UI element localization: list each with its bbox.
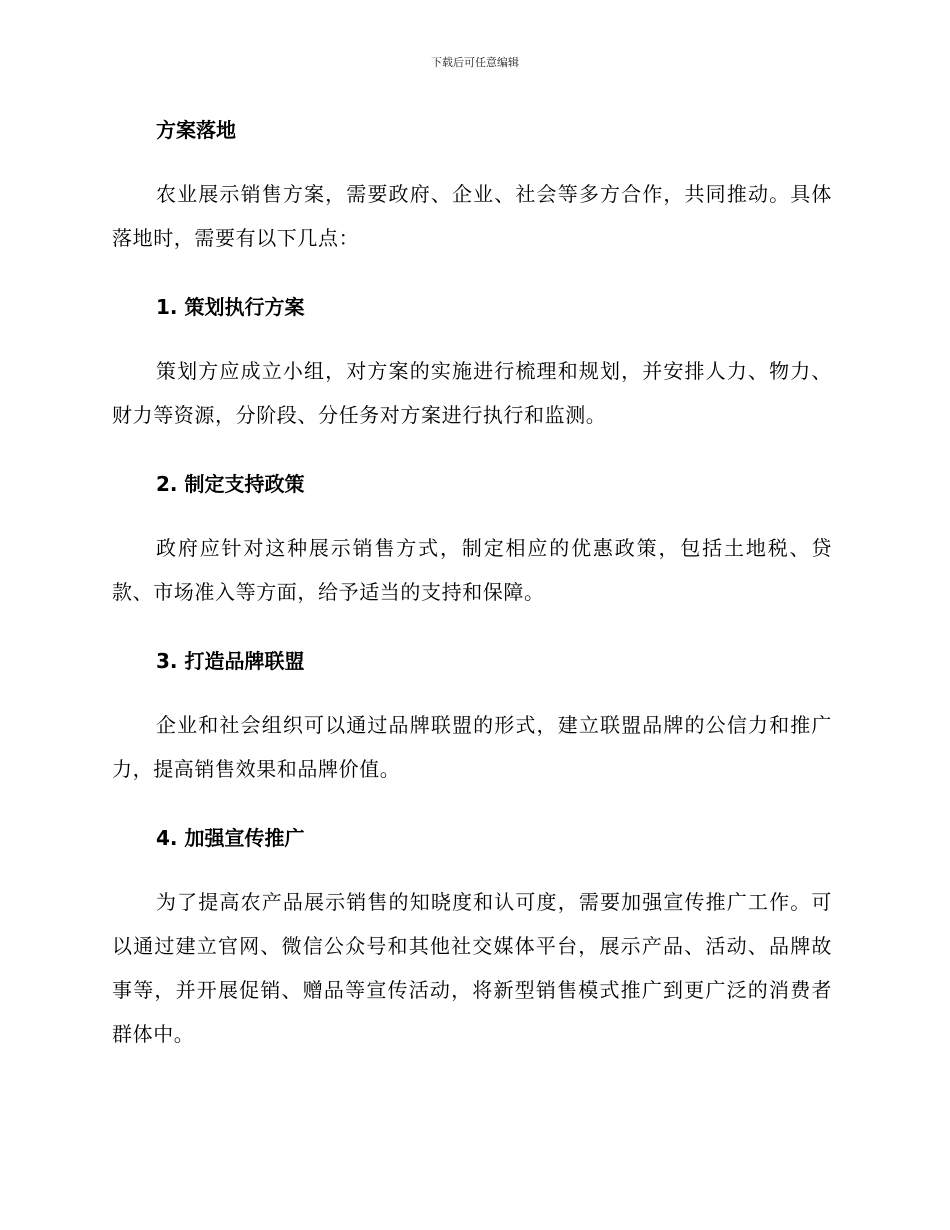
intro-paragraph: 农业展示销售方案，需要政府、企业、社会等多方合作，共同推动。具体落地时，需要有以下几点： xyxy=(112,182,832,250)
section-heading-4: 4. 加强宣传推广 xyxy=(156,826,305,850)
section-body-3: 企业和社会组织可以通过品牌联盟的形式，建立联盟品牌的公信力和推广力，提高销售效果和品牌价值。 xyxy=(112,713,832,781)
section-heading-3: 3. 打造品牌联盟 xyxy=(156,649,305,673)
section-heading-2: 2. 制定支持政策 xyxy=(156,472,305,496)
section-body-4: 为了提高农产品展示销售的知晓度和认可度，需要加强宣传推广工作。可以通过建立官网、微信公众号和其他社交媒体平台，展示产品、活动、品牌故事等，并开展促销、赠品等宣传活动，将新型销售模式推广到更广泛的消费者群体中。 xyxy=(112,890,832,1046)
section-title: 方案落地 xyxy=(156,118,236,142)
section-heading-1: 1. 策划执行方案 xyxy=(156,295,305,319)
section-body-1: 策划方应成立小组，对方案的实施进行梳理和规划，并安排人力、物力、财力等资源，分阶段、分任务对方案进行执行和监测。 xyxy=(112,359,832,427)
page-header: 下载后可任意编辑 xyxy=(431,56,519,69)
section-body-2: 政府应针对这种展示销售方式，制定相应的优惠政策，包括土地税、贷款、市场准入等方面，给予适当的支持和保障。 xyxy=(112,536,832,604)
document-body xyxy=(112,110,832,1083)
